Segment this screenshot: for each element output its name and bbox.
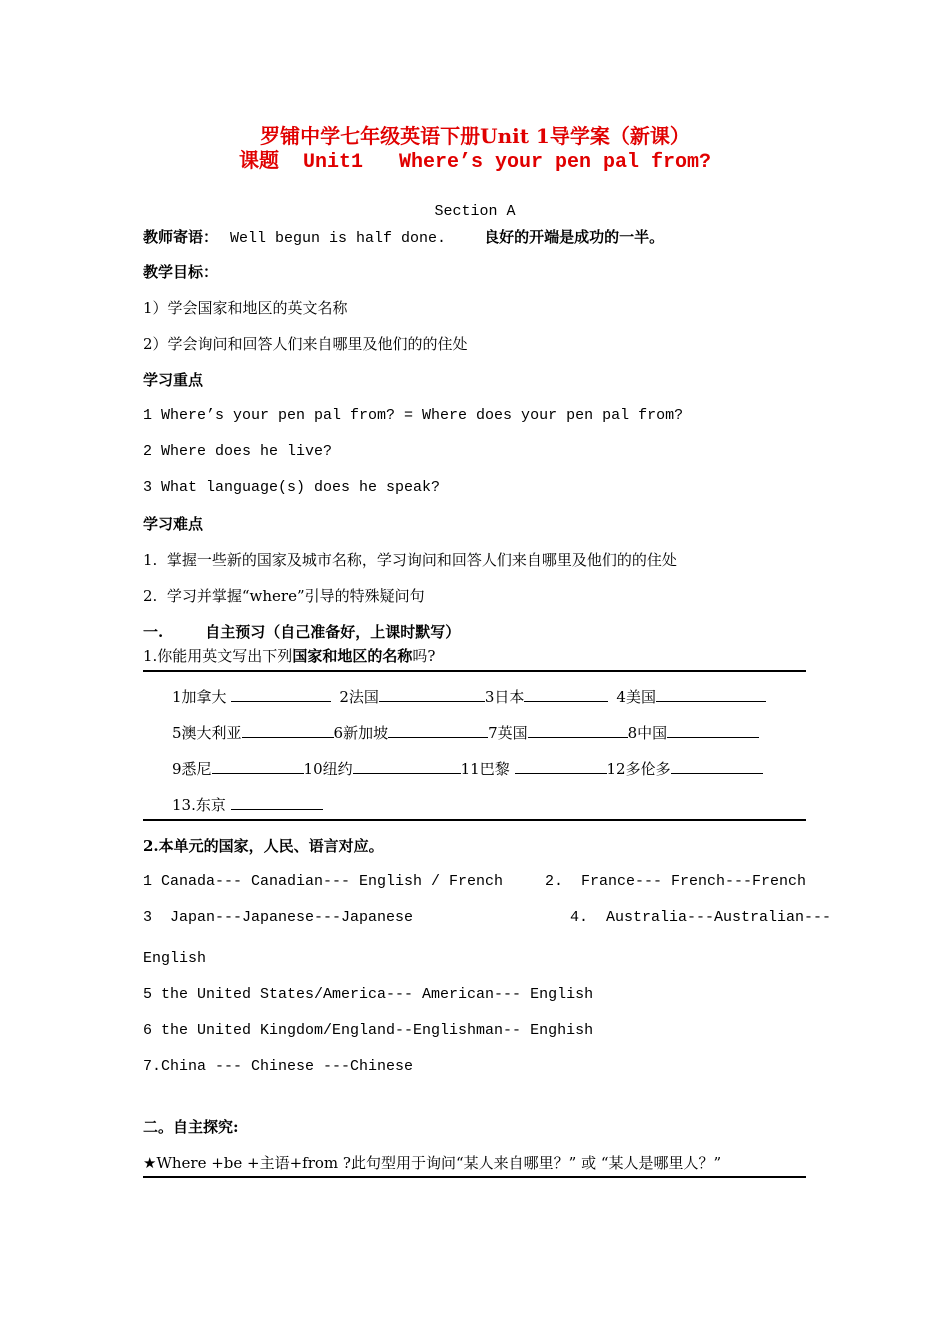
part1-number: 一.	[143, 623, 164, 641]
country-pair: 7.China --- Chinese ---Chinese	[143, 1058, 414, 1075]
country-label: 1加拿大	[172, 688, 227, 706]
answer-blank[interactable]	[656, 687, 766, 702]
objective-item: 2）学会询问和回答人们来自哪里及他们的的住处	[143, 335, 468, 353]
country-label: 7英国	[488, 724, 528, 742]
country-label: 3日本	[484, 688, 525, 706]
part1-title: 自主预习（自己准备好，上课时默写）	[205, 623, 461, 641]
country-pair: 2. France--- French---French	[545, 873, 807, 890]
country-label: 10纽约	[303, 760, 353, 778]
answer-blank[interactable]	[388, 723, 488, 738]
country-pair: 6 the United Kingdom/England--Englishman-- Enghish	[143, 1022, 594, 1039]
country-label: 11巴黎	[460, 760, 510, 778]
answer-blank[interactable]	[515, 759, 607, 774]
section-label: Section A	[434, 203, 516, 220]
country-row	[172, 687, 766, 706]
country-label: 2法国	[339, 688, 379, 706]
part2-note: ★Where +be +主语+from ?此句型用于询问“某人来自哪里？” 或 “某人是哪里人？”	[143, 1154, 722, 1172]
country-row	[172, 759, 763, 778]
objectives-heading: 教学目标：	[143, 263, 219, 281]
difficulty-item: 2. 学习并掌握“where”引导的特殊疑问句	[143, 587, 425, 605]
motto-chinese: 良好的开端是成功的一半。	[484, 228, 665, 246]
rule-bottom	[143, 819, 806, 821]
answer-blank[interactable]	[242, 723, 334, 738]
answer-blank[interactable]	[379, 687, 485, 702]
country-pair: 1 Canada--- Canadian--- English / French	[143, 873, 504, 890]
answer-blank[interactable]	[671, 759, 763, 774]
question-1-prefix: 1.你能用英文写出下列	[143, 647, 293, 665]
country-label: 12多伦多	[606, 760, 671, 778]
question-1-suffix: 吗?	[412, 647, 436, 665]
country-label: 6新加坡	[333, 724, 389, 742]
part1-heading	[143, 623, 460, 641]
country-row	[172, 795, 323, 814]
country-pair: 4. Australia---Australian---	[570, 909, 832, 926]
country-label: 5澳大利亚	[172, 724, 242, 742]
answer-blank[interactable]	[524, 687, 608, 702]
answer-blank[interactable]	[667, 723, 759, 738]
difficulty-item: 1. 掌握一些新的国家及城市名称，学习询问和回答人们来自哪里及他们的的住处	[143, 551, 677, 569]
question-1	[143, 647, 435, 665]
answer-blank[interactable]	[231, 687, 331, 702]
motto-label: 教师寄语：	[143, 228, 219, 246]
rule-final	[143, 1176, 806, 1178]
country-label: 8中国	[627, 724, 668, 742]
question-1-emphasis: 国家和地区的名称	[292, 647, 413, 665]
answer-blank[interactable]	[528, 723, 628, 738]
country-row	[172, 723, 759, 742]
country-label: 9悉尼	[172, 760, 212, 778]
objective-item: 1）学会国家和地区的英文名称	[143, 299, 348, 317]
motto-english: Well begun is half done.	[230, 230, 447, 247]
part2-heading: 二。自主探究:	[143, 1118, 239, 1136]
country-pair-continued: English	[143, 950, 207, 967]
key-points-heading: 学习重点	[143, 371, 204, 389]
country-label: 4美国	[616, 688, 656, 706]
difficulties-heading: 学习难点	[143, 515, 204, 533]
key-point-item: 2 Where does he live?	[143, 443, 333, 460]
motto	[143, 228, 664, 248]
country-label: 13.东京	[172, 796, 226, 814]
country-pair: 3 Japan---Japanese---Japanese	[143, 909, 414, 926]
rule-top	[143, 670, 806, 672]
lesson-title: 课题 Unit1 Where’s your pen pal from?	[238, 151, 712, 174]
country-pair: 5 the United States/America--- American--- English	[143, 986, 594, 1003]
answer-blank[interactable]	[231, 795, 323, 810]
document-title: 罗铺中学七年级英语下册Unit 1导学案（新课）	[260, 124, 690, 148]
question-2: 2.本单元的国家，人民、语言对应。	[143, 837, 384, 855]
answer-blank[interactable]	[212, 759, 304, 774]
key-point-item: 1 Where’s your pen pal from? = Where does your pen pal from?	[143, 407, 684, 424]
answer-blank[interactable]	[353, 759, 461, 774]
key-point-item: 3 What language(s) does he speak?	[143, 479, 441, 496]
